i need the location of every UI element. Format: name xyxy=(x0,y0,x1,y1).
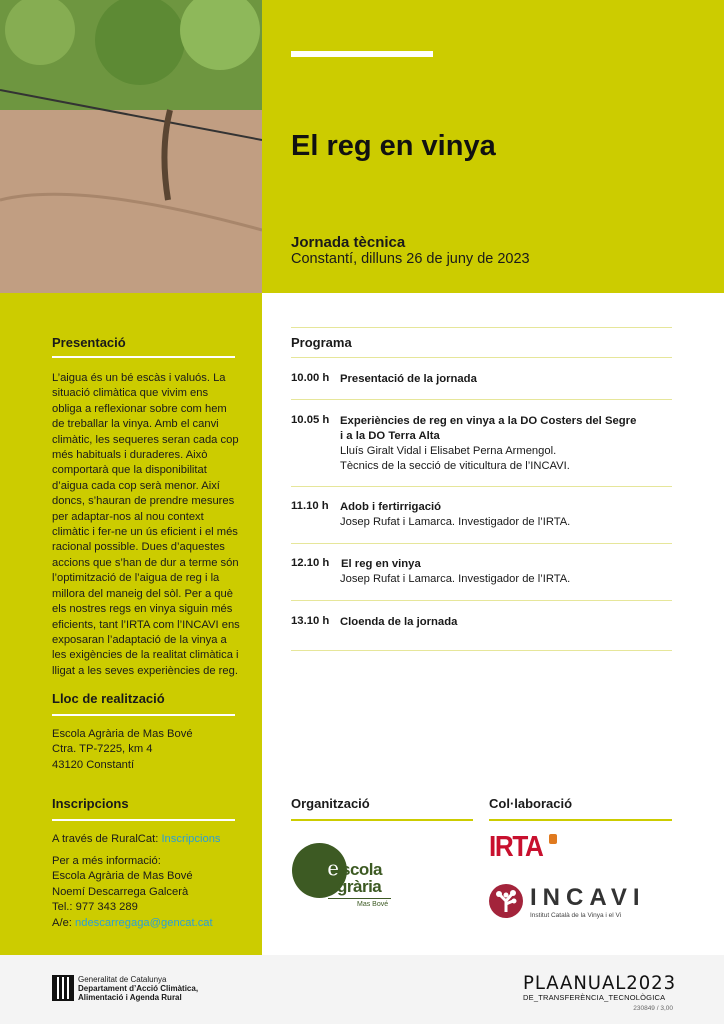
event-date: Constantí, dilluns 26 de juny de 2023 xyxy=(291,251,530,267)
program-title: Adob i fertirrigació xyxy=(340,501,442,513)
gen-dept: Alimentació i Agenda Rural xyxy=(78,993,182,1002)
inscripcions-heading: Inscripcions xyxy=(52,796,129,811)
email-link[interactable]: ndescarregaga@gencat.cat xyxy=(75,916,213,929)
programa-heading: Programa xyxy=(291,335,352,350)
title-accent-bar xyxy=(291,51,433,57)
info-line: Noemí Descarrega Galcerà xyxy=(52,885,189,898)
program-title: Presentació de la jornada xyxy=(340,373,477,385)
program-title: El reg en vinya xyxy=(341,558,421,570)
inscripcions-link[interactable]: Inscripcions xyxy=(161,833,221,845)
incavi-subtitle: Institut Català de la Vinya i el Vi xyxy=(530,912,622,919)
vineyard-image xyxy=(0,0,262,293)
logo-text: Mas Bové xyxy=(357,901,389,908)
escola-agraria-logo: e scola grària Mas Bové xyxy=(291,840,401,915)
divider xyxy=(489,819,672,821)
program-speaker: Josep Rufat i Lamarca. Investigador de l’IRTA. xyxy=(340,573,571,585)
divider xyxy=(291,399,672,400)
program-speaker: Lluís Giralt Vidal i Elisabet Perna Armengol. xyxy=(340,445,557,457)
program-speaker-role: Tècnics de la secció de viticultura de l’INCAVI. xyxy=(340,460,570,472)
program-time: 11.10 h xyxy=(291,500,329,512)
divider xyxy=(291,486,672,487)
info-line: Tel.: 977 343 289 xyxy=(52,901,138,914)
address-line: Ctra. TP-7225, km 4 xyxy=(52,743,153,756)
document-code: 230849 / 3,00 xyxy=(633,1005,673,1012)
pla-anual-logo: PLAANUAL2023 xyxy=(523,972,677,994)
program-title: Experiències de reg en vinya a la DO Costers del Segre xyxy=(340,415,637,427)
incavi-vine-icon xyxy=(489,884,523,918)
organitzacio-heading: Organització xyxy=(291,796,370,811)
pla-anual-subtitle: DE_TRANSFERÈNCIA_TECNOLÒGICA xyxy=(523,993,666,1002)
vineyard-photo xyxy=(0,0,262,293)
generalitat-emblem-icon xyxy=(52,975,74,1001)
divider xyxy=(291,819,473,821)
logo-text: scola xyxy=(341,860,382,879)
program-title-cont: i a la DO Terra Alta xyxy=(340,430,440,442)
program-time: 10.00 h xyxy=(291,372,330,384)
incavi-logo: INCAVI xyxy=(530,884,646,911)
email-label: A/e: xyxy=(52,916,72,929)
program-speaker: Josep Rufat i Lamarca. Investigador de l’IRTA. xyxy=(340,516,571,528)
program-time: 12.10 h xyxy=(291,557,330,569)
program-time: 10.05 h xyxy=(291,414,330,426)
presentacio-text: L’aigua és un bé escàs i valuós. La situació climàtica que vivim ens obliga a reflexionar sobre com hem de treballar la vinya. Amb el canvi climàtic, les sequeres seran cada cop més habituals i duraderes. Això comportarà que la disponibilitat d’aigua cada cop serà menor. Així doncs, s’hauran de prendre mesures per adaptar-nos al nou context climàtic i fer-ne un ús eficient i el més racional possible. Dues d’aquestes accions que s’han de dur a terme són l’optimització de l’aigua de reg i la millora del maneig del sòl. Per a què els nostres regs en vinya siguin més eficients, tant l’IRTA com l’INCAVI ens exposaran l’adaptació de la vinya a les exigències de la realitat climàtica i lligat a les seves experiències de reg. xyxy=(52,372,240,677)
address-line: Escola Agrària de Mas Bové xyxy=(52,728,193,740)
divider xyxy=(291,327,672,328)
divider xyxy=(291,543,672,544)
lloc-heading: Lloc de realització xyxy=(52,691,165,706)
program-time: 13.10 h xyxy=(291,615,330,627)
event-type: Jornada tècnica xyxy=(291,234,406,251)
divider xyxy=(291,600,672,601)
info-line: Escola Agrària de Mas Bové xyxy=(52,870,193,883)
divider xyxy=(52,819,235,821)
divider xyxy=(52,714,235,716)
divider xyxy=(291,650,672,651)
address-line: 43120 Constantí xyxy=(52,758,135,771)
program-title: Cloenda de la jornada xyxy=(340,616,458,628)
collaboracio-heading: Col·laboració xyxy=(489,796,573,811)
lloc-address xyxy=(52,727,252,773)
logo-text: grària xyxy=(337,877,382,896)
contact-info xyxy=(52,854,252,931)
inscripcions-via xyxy=(52,832,252,847)
gen-dept: Departament d’Acció Climàtica, xyxy=(78,984,199,993)
presentacio-heading: Presentació xyxy=(52,335,126,350)
irta-mark-icon xyxy=(549,834,557,844)
gen-name: Generalitat de Catalunya xyxy=(78,975,167,984)
generalitat-logo xyxy=(78,975,198,1002)
info-label: Per a més informació: xyxy=(52,855,161,867)
irta-logo: IRTA xyxy=(489,831,543,863)
via-label: A través de RuralCat: xyxy=(52,833,159,845)
divider xyxy=(291,357,672,358)
divider xyxy=(52,356,235,358)
page-title: El reg en vinya xyxy=(291,130,496,162)
